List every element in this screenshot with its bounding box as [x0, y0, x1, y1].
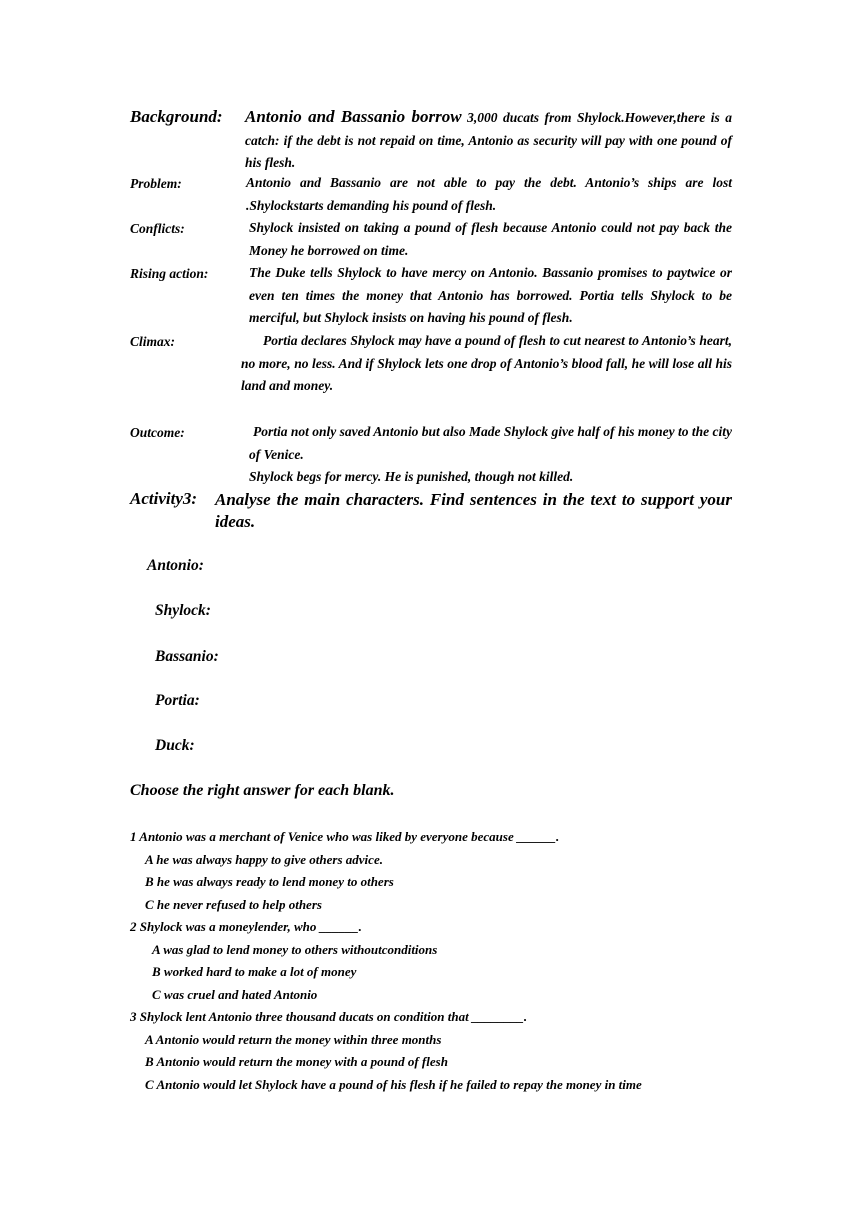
rising-action-label: Rising action:: [130, 266, 209, 281]
activity-instructions: Analyse the main characters. Find sentences in the text to support your ideas.: [215, 490, 732, 531]
character-portia: Portia:: [155, 692, 200, 709]
problem-text: Antonio and Bassanio are not able to pay the debt. Antonio’s ships are lost .Shylockstarts demanding his pound of flesh.: [246, 175, 732, 213]
background-label: Background:: [130, 107, 223, 126]
question-2-option-a: A was glad to lend money to others withoutconditions: [152, 942, 438, 957]
conflicts-label: Conflicts:: [130, 221, 185, 236]
outcome-text-2: Shylock begs for mercy. He is punished, though not killed.: [249, 469, 574, 484]
outcome-label: Outcome:: [130, 425, 185, 440]
question-1-option-c: C he never refused to help others: [145, 897, 322, 912]
character-antonio: Antonio:: [147, 557, 204, 574]
question-2-stem: 2 Shylock was a moneylender, who ______.: [130, 919, 362, 934]
question-1-option-b: B he was always ready to lend money to others: [145, 874, 394, 889]
question-3-option-c: C Antonio would let Shylock have a pound of his flesh if he failed to repay the money in time: [145, 1077, 642, 1092]
background-body: 3,000 ducats from Shylock.However,there is a catch: if the debt is not repaid on time, Antonio as security will pay with one pound of his flesh.: [245, 110, 733, 171]
character-shylock: Shylock:: [155, 602, 211, 619]
character-duck: Duck:: [155, 737, 195, 754]
question-2-option-b: B worked hard to make a lot of money: [152, 964, 357, 979]
conflicts-text: Shylock insisted on taking a pound of flesh because Antonio could not pay back the Money he borrowed on time.: [249, 220, 732, 258]
question-1-stem: 1 Antonio was a merchant of Venice who was liked by everyone because ______.: [130, 829, 560, 844]
question-3-stem: 3 Shylock lent Antonio three thousand ducats on condition that ________.: [130, 1009, 528, 1024]
character-bassanio: Bassanio:: [155, 648, 219, 665]
rising-action-text: The Duke tells Shylock to have mercy on Antonio. Bassanio promises to paytwice or even ten times the money that Antonio has borrowed. Portia tells Shylock to be merciful, but Shylock insists on having his pound of flesh.: [249, 265, 732, 326]
background-lead: Antonio and Bassanio borrow: [245, 107, 462, 126]
question-3-option-b: B Antonio would return the money with a pound of flesh: [145, 1054, 448, 1069]
question-2-option-c: C was cruel and hated Antonio: [152, 987, 318, 1002]
background-text: [245, 106, 732, 175]
activity-title: Activity3:: [130, 489, 198, 508]
choose-heading: Choose the right answer for each blank.: [130, 782, 395, 799]
problem-label: Problem:: [130, 176, 182, 191]
climax-label: Climax:: [130, 334, 176, 349]
question-3-option-a: A Antonio would return the money within three months: [145, 1032, 442, 1047]
outcome-text-1: Portia not only saved Antonio but also Made Shylock give half of his money to the city of Venice.: [249, 424, 732, 462]
question-1-option-a: A he was always happy to give others advice.: [145, 852, 383, 867]
climax-text: Portia declares Shylock may have a pound of flesh to cut nearest to Antonio’s heart, no more, no less. And if Shylock lets one drop of Antonio’s blood fall, he will lose all his land and money.: [241, 333, 732, 394]
